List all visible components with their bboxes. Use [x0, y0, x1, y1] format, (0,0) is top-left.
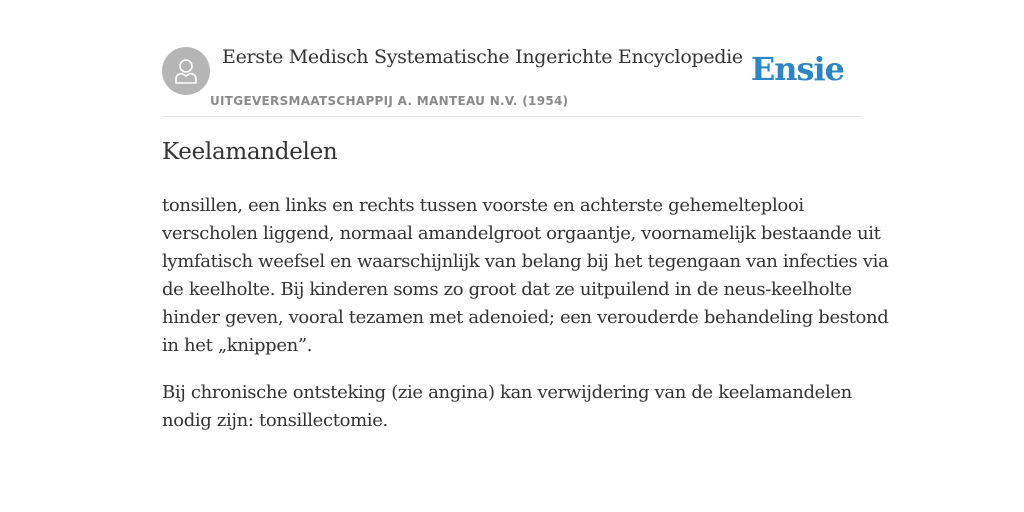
text-line: in het „knippen”. [162, 335, 313, 356]
term-heading: Keelamandelen [162, 139, 338, 165]
text-line: de keelholte. Bij kinderen soms zo groot dat ze uitpuilend in de neus-keelholte [162, 279, 852, 300]
ensie-logo[interactable]: Ensie [750, 50, 844, 88]
publisher-label: UITGEVERSMAATSCHAPPIJ A. MANTEAU N.V. (1954) [210, 94, 569, 108]
source-title[interactable]: Eerste Medisch Systematische Ingerichte Encyclopedie [222, 46, 743, 68]
user-avatar-icon[interactable] [162, 47, 210, 95]
source-header [162, 40, 862, 117]
definition-paragraph [162, 379, 862, 435]
definition-paragraph [162, 192, 889, 360]
text-line: nodig zijn: tonsillectomie. [162, 410, 388, 431]
text-line: verscholen liggend, normaal amandelgroot orgaantje, voornamelijk bestaande uit [162, 223, 881, 244]
definition-body [162, 192, 889, 454]
text-line: Bij chronische ontsteking (zie angina) kan verwijdering van de keelamandelen [162, 382, 852, 403]
text-line: hinder geven, vooral tezamen met adenoied; een verouderde behandeling bestond [162, 307, 889, 328]
person-outline-icon [174, 58, 198, 84]
text-line: lymfatisch weefsel en waarschijnlijk van belang bij het tegengaan van infecties via [162, 251, 889, 272]
text-line: tonsillen, een links en rechts tussen voorste en achterste gehemelteplooi [162, 195, 804, 216]
